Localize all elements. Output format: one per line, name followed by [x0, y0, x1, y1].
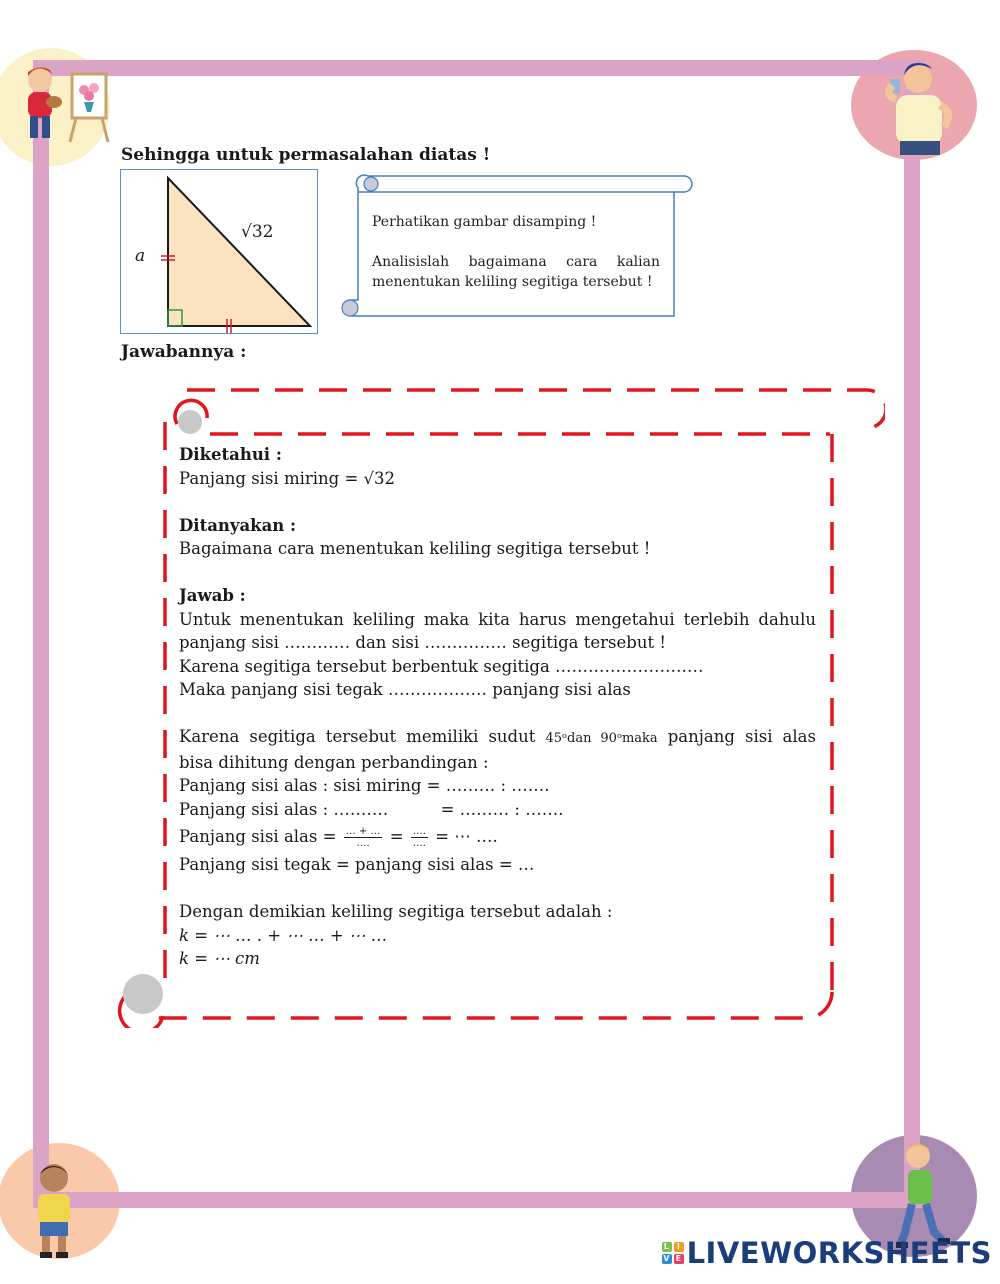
side-a-label: a	[135, 246, 146, 266]
leg-relation-line: Maka panjang sisi tegak ……………… panjang sisi alas	[179, 680, 631, 699]
fraction-1: $\frac{\dots + \dots}{\dots.}$	[345, 826, 381, 849]
angle-paragraph-line2: bisa dihitung dengan perbandingan :	[179, 752, 489, 772]
ratio-line-1: Panjang sisi alas : sisi miring = ……… : …….	[179, 776, 550, 795]
frame-top	[33, 60, 925, 76]
angle-paragraph-line1: Karena segitiga tersebut memiliki sudut 45ᵒdan 90ᵒmaka panjang sisi alas	[179, 727, 816, 746]
angle-values: 45ᵒdan 90ᵒmaka	[545, 731, 658, 746]
answer-heading: Jawabannya :	[121, 342, 247, 362]
drinking-man-illustration	[870, 55, 970, 155]
logo-badge-icon: L I V E	[662, 1242, 684, 1264]
frame-left	[33, 60, 49, 1208]
painter-boy-illustration	[14, 62, 110, 148]
asked-text: Bagaimana cara menentukan keliling segitiga tersebut !	[179, 539, 651, 558]
ratio-line-2: Panjang sisi alas : ………. = ……… : …….	[179, 799, 564, 819]
right-triangle-svg	[121, 170, 317, 333]
solve-paragraph-line1: Untuk menentukan keliling maka kita harus mengetahui terlebih dahulu	[179, 609, 816, 629]
scroll-note-task-line2: menentukan keliling segitiga tersebut !	[372, 274, 653, 290]
scroll-note-task-line1: Analisislah bagaimana cara kalian	[372, 254, 660, 270]
frame-right	[904, 60, 920, 1208]
answer-content	[179, 443, 816, 971]
solve-paragraph-line2: panjang sisi ………… dan sisi …………… segitiga tersebut !	[179, 633, 666, 652]
logo-text: LIVEWORKSHEETS	[686, 1236, 992, 1270]
standing-boy-illustration	[28, 1160, 84, 1260]
scroll-note-frame	[338, 170, 698, 326]
hypotenuse-label: √32	[241, 222, 274, 242]
fraction-2: $\frac{\dots.}{\dots.}$	[412, 826, 426, 849]
known-heading: Diketahui :	[179, 445, 282, 464]
triangle-figure	[120, 169, 318, 334]
asked-heading: Ditanyakan :	[179, 515, 297, 535]
ratio-line-3: Panjang sisi alas = $\frac{\dots + \dots}{\dots.}$ = $\frac{\dots.}{\dots.}$ = ⋯ ….	[179, 826, 498, 849]
vertical-side-line: Panjang sisi tegak = panjang sisi alas = …	[179, 855, 535, 874]
perimeter-result-line: k = ⋯ cm	[179, 949, 260, 968]
page-title: Sehingga untuk permasalahan diatas !	[121, 145, 491, 165]
liveworksheets-logo	[662, 1236, 992, 1270]
triangle-type-line: Karena segitiga tersebut berbentuk segitiga ………………………	[179, 656, 704, 676]
frame-bottom	[33, 1192, 925, 1208]
perimeter-formula-line: k = ⋯ … . + ⋯ … + ⋯ …	[179, 925, 388, 945]
solve-heading: Jawab :	[179, 586, 246, 605]
conclusion-line: Dengan demikian keliling segitiga tersebut adalah :	[179, 902, 613, 921]
scroll-note-instruction: Perhatikan gambar disamping !	[372, 214, 597, 230]
known-text: Panjang sisi miring = √32	[179, 468, 396, 488]
